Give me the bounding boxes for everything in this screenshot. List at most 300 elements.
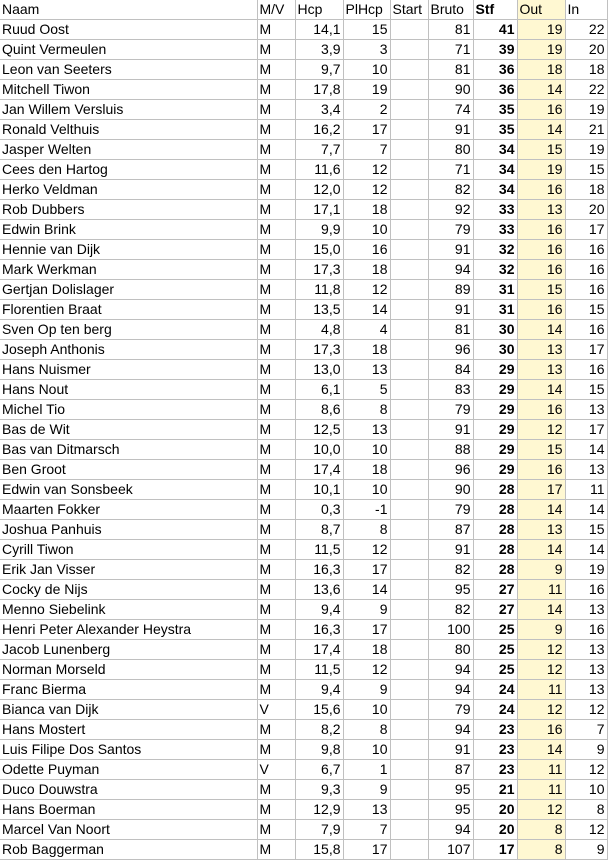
cell-start [390, 480, 428, 500]
cell-in: 10 [565, 780, 607, 800]
cell-hcp: 11,5 [295, 660, 343, 680]
cell-start [390, 20, 428, 40]
cell-out: 13 [517, 340, 565, 360]
cell-out: 14 [517, 600, 565, 620]
cell-hcp: 9,7 [295, 60, 343, 80]
cell-mv: M [257, 540, 295, 560]
cell-mv: M [257, 200, 295, 220]
cell-start [390, 680, 428, 700]
cell-out: 19 [517, 40, 565, 60]
col-header-stf: Stf [473, 0, 517, 20]
cell-start [390, 360, 428, 380]
table-row [0, 740, 607, 760]
cell-mv: M [257, 600, 295, 620]
cell-out: 14 [517, 80, 565, 100]
cell-stf: 29 [473, 360, 517, 380]
table-row [0, 300, 607, 320]
cell-out: 9 [517, 620, 565, 640]
table-row [0, 840, 607, 860]
cell-stf: 20 [473, 800, 517, 820]
cell-stf: 29 [473, 420, 517, 440]
cell-bruto: 90 [428, 480, 473, 500]
cell-bruto: 91 [428, 300, 473, 320]
cell-mv: M [257, 320, 295, 340]
cell-hcp: 7,7 [295, 140, 343, 160]
cell-naam: Cees den Hartog [0, 160, 257, 180]
cell-stf: 24 [473, 700, 517, 720]
cell-in: 16 [565, 280, 607, 300]
cell-in: 13 [565, 400, 607, 420]
table-row [0, 380, 607, 400]
cell-out: 12 [517, 800, 565, 820]
cell-bruto: 95 [428, 800, 473, 820]
cell-plhcp: 18 [343, 640, 390, 660]
cell-plhcp: 8 [343, 520, 390, 540]
cell-plhcp: 13 [343, 360, 390, 380]
table-row [0, 700, 607, 720]
cell-out: 14 [517, 380, 565, 400]
table-row [0, 240, 607, 260]
cell-hcp: 15,0 [295, 240, 343, 260]
col-header-out: Out [517, 0, 565, 20]
cell-plhcp: 2 [343, 100, 390, 120]
cell-in: 22 [565, 20, 607, 40]
cell-stf: 34 [473, 180, 517, 200]
cell-stf: 33 [473, 200, 517, 220]
cell-bruto: 90 [428, 80, 473, 100]
table-row [0, 200, 607, 220]
cell-out: 12 [517, 660, 565, 680]
cell-start [390, 620, 428, 640]
cell-hcp: 10,0 [295, 440, 343, 460]
cell-mv: M [257, 460, 295, 480]
cell-mv: M [257, 360, 295, 380]
cell-stf: 24 [473, 680, 517, 700]
cell-bruto: 82 [428, 180, 473, 200]
cell-bruto: 94 [428, 260, 473, 280]
cell-stf: 32 [473, 240, 517, 260]
cell-mv: M [257, 500, 295, 520]
table-row [0, 440, 607, 460]
cell-out: 11 [517, 680, 565, 700]
cell-bruto: 92 [428, 200, 473, 220]
cell-bruto: 79 [428, 700, 473, 720]
cell-mv: M [257, 420, 295, 440]
cell-hcp: 13,5 [295, 300, 343, 320]
cell-hcp: 13,6 [295, 580, 343, 600]
cell-mv: M [257, 100, 295, 120]
cell-hcp: 16,2 [295, 120, 343, 140]
cell-in: 13 [565, 600, 607, 620]
cell-plhcp: 12 [343, 540, 390, 560]
cell-mv: M [257, 720, 295, 740]
cell-bruto: 87 [428, 760, 473, 780]
cell-in: 13 [565, 660, 607, 680]
cell-hcp: 9,8 [295, 740, 343, 760]
cell-start [390, 260, 428, 280]
cell-plhcp: 9 [343, 600, 390, 620]
cell-hcp: 8,2 [295, 720, 343, 740]
cell-plhcp: 13 [343, 800, 390, 820]
cell-bruto: 94 [428, 660, 473, 680]
cell-hcp: 9,4 [295, 680, 343, 700]
cell-start [390, 720, 428, 740]
cell-out: 12 [517, 700, 565, 720]
cell-plhcp: 12 [343, 280, 390, 300]
cell-in: 19 [565, 100, 607, 120]
cell-hcp: 0,3 [295, 500, 343, 520]
table-row [0, 340, 607, 360]
cell-hcp: 9,9 [295, 220, 343, 240]
cell-out: 13 [517, 520, 565, 540]
col-header-bruto: Bruto [428, 0, 473, 20]
cell-bruto: 80 [428, 140, 473, 160]
cell-out: 16 [517, 100, 565, 120]
cell-hcp: 8,7 [295, 520, 343, 540]
cell-stf: 35 [473, 100, 517, 120]
cell-stf: 20 [473, 820, 517, 840]
cell-bruto: 89 [428, 280, 473, 300]
cell-start [390, 400, 428, 420]
cell-plhcp: 17 [343, 840, 390, 860]
cell-out: 9 [517, 560, 565, 580]
table-row [0, 420, 607, 440]
table-row [0, 540, 607, 560]
table-row [0, 660, 607, 680]
cell-mv: M [257, 40, 295, 60]
cell-stf: 31 [473, 300, 517, 320]
cell-in: 15 [565, 160, 607, 180]
cell-bruto: 84 [428, 360, 473, 380]
cell-start [390, 140, 428, 160]
table-row [0, 280, 607, 300]
cell-hcp: 17,3 [295, 260, 343, 280]
cell-hcp: 4,8 [295, 320, 343, 340]
cell-naam: Ben Groot [0, 460, 257, 480]
cell-naam: Bas van Ditmarsch [0, 440, 257, 460]
cell-naam: Marcel Van Noort [0, 820, 257, 840]
cell-plhcp: 15 [343, 20, 390, 40]
cell-start [390, 200, 428, 220]
cell-naam: Herko Veldman [0, 180, 257, 200]
cell-stf: 28 [473, 480, 517, 500]
cell-stf: 21 [473, 780, 517, 800]
cell-naam: Rob Baggerman [0, 840, 257, 860]
cell-out: 8 [517, 820, 565, 840]
cell-plhcp: 17 [343, 620, 390, 640]
cell-in: 13 [565, 680, 607, 700]
cell-bruto: 100 [428, 620, 473, 640]
cell-in: 14 [565, 500, 607, 520]
cell-plhcp: 17 [343, 560, 390, 580]
cell-out: 16 [517, 300, 565, 320]
cell-stf: 23 [473, 720, 517, 740]
cell-hcp: 9,4 [295, 600, 343, 620]
table-row [0, 20, 607, 40]
cell-hcp: 10,1 [295, 480, 343, 500]
cell-naam: Joseph Anthonis [0, 340, 257, 360]
cell-hcp: 6,1 [295, 380, 343, 400]
cell-in: 21 [565, 120, 607, 140]
table-row [0, 820, 607, 840]
cell-plhcp: 4 [343, 320, 390, 340]
cell-stf: 32 [473, 260, 517, 280]
cell-start [390, 120, 428, 140]
cell-in: 15 [565, 520, 607, 540]
cell-out: 15 [517, 140, 565, 160]
table-row [0, 220, 607, 240]
table-row [0, 100, 607, 120]
cell-plhcp: 14 [343, 300, 390, 320]
cell-naam: Maarten Fokker [0, 500, 257, 520]
cell-mv: M [257, 440, 295, 460]
cell-stf: 28 [473, 520, 517, 540]
cell-mv: M [257, 660, 295, 680]
cell-hcp: 11,6 [295, 160, 343, 180]
cell-in: 8 [565, 800, 607, 820]
cell-in: 13 [565, 460, 607, 480]
cell-naam: Jasper Welten [0, 140, 257, 160]
cell-naam: Cocky de Nijs [0, 580, 257, 600]
cell-stf: 34 [473, 140, 517, 160]
cell-plhcp: 10 [343, 480, 390, 500]
cell-naam: Gertjan Dolislager [0, 280, 257, 300]
cell-bruto: 91 [428, 420, 473, 440]
cell-plhcp: 9 [343, 680, 390, 700]
cell-naam: Cyrill Tiwon [0, 540, 257, 560]
cell-plhcp: 1 [343, 760, 390, 780]
cell-in: 9 [565, 740, 607, 760]
cell-out: 14 [517, 120, 565, 140]
table-body [0, 20, 607, 860]
cell-plhcp: 18 [343, 460, 390, 480]
cell-plhcp: 10 [343, 60, 390, 80]
cell-out: 12 [517, 640, 565, 660]
cell-stf: 35 [473, 120, 517, 140]
table-row [0, 580, 607, 600]
cell-hcp: 11,5 [295, 540, 343, 560]
cell-stf: 27 [473, 600, 517, 620]
table-row [0, 780, 607, 800]
col-header-start: Start [390, 0, 428, 20]
cell-start [390, 180, 428, 200]
cell-start [390, 560, 428, 580]
cell-out: 16 [517, 240, 565, 260]
cell-stf: 41 [473, 20, 517, 40]
cell-in: 20 [565, 40, 607, 60]
table-row [0, 500, 607, 520]
cell-hcp: 11,8 [295, 280, 343, 300]
cell-in: 17 [565, 420, 607, 440]
cell-naam: Sven Op ten berg [0, 320, 257, 340]
cell-start [390, 280, 428, 300]
cell-bruto: 95 [428, 780, 473, 800]
cell-in: 17 [565, 220, 607, 240]
cell-hcp: 17,1 [295, 200, 343, 220]
cell-mv: M [257, 820, 295, 840]
cell-stf: 23 [473, 760, 517, 780]
cell-start [390, 40, 428, 60]
cell-in: 16 [565, 260, 607, 280]
cell-stf: 28 [473, 540, 517, 560]
cell-start [390, 600, 428, 620]
col-header-in: In [565, 0, 607, 20]
table-row [0, 460, 607, 480]
cell-hcp: 15,8 [295, 840, 343, 860]
cell-out: 13 [517, 200, 565, 220]
cell-bruto: 79 [428, 400, 473, 420]
cell-stf: 27 [473, 580, 517, 600]
cell-in: 14 [565, 440, 607, 460]
cell-mv: M [257, 20, 295, 40]
cell-in: 9 [565, 840, 607, 860]
cell-stf: 29 [473, 400, 517, 420]
cell-naam: Edwin Brink [0, 220, 257, 240]
cell-start [390, 660, 428, 680]
cell-bruto: 94 [428, 680, 473, 700]
cell-in: 16 [565, 620, 607, 640]
cell-naam: Henri Peter Alexander Heystra [0, 620, 257, 640]
cell-bruto: 71 [428, 40, 473, 60]
cell-bruto: 96 [428, 460, 473, 480]
cell-bruto: 82 [428, 560, 473, 580]
table-row [0, 400, 607, 420]
cell-stf: 17 [473, 840, 517, 860]
cell-naam: Menno Siebelink [0, 600, 257, 620]
cell-bruto: 74 [428, 100, 473, 120]
cell-bruto: 91 [428, 740, 473, 760]
cell-start [390, 460, 428, 480]
cell-in: 19 [565, 560, 607, 580]
cell-stf: 30 [473, 320, 517, 340]
cell-in: 7 [565, 720, 607, 740]
cell-naam: Franc Bierma [0, 680, 257, 700]
cell-in: 20 [565, 200, 607, 220]
table-row [0, 600, 607, 620]
table-row [0, 480, 607, 500]
cell-out: 19 [517, 160, 565, 180]
cell-plhcp: 12 [343, 180, 390, 200]
cell-in: 22 [565, 80, 607, 100]
cell-out: 16 [517, 180, 565, 200]
cell-in: 11 [565, 480, 607, 500]
cell-start [390, 500, 428, 520]
cell-naam: Jacob Lunenberg [0, 640, 257, 660]
cell-mv: M [257, 780, 295, 800]
cell-naam: Mitchell Tiwon [0, 80, 257, 100]
cell-in: 12 [565, 820, 607, 840]
table-row [0, 40, 607, 60]
cell-out: 14 [517, 320, 565, 340]
cell-mv: V [257, 760, 295, 780]
cell-hcp: 16,3 [295, 560, 343, 580]
cell-hcp: 17,8 [295, 80, 343, 100]
cell-mv: M [257, 280, 295, 300]
cell-in: 16 [565, 240, 607, 260]
cell-start [390, 60, 428, 80]
cell-naam: Bianca van Dijk [0, 700, 257, 720]
cell-in: 12 [565, 760, 607, 780]
cell-out: 14 [517, 740, 565, 760]
cell-hcp: 17,4 [295, 460, 343, 480]
header-row [0, 0, 607, 20]
cell-start [390, 320, 428, 340]
cell-out: 18 [517, 60, 565, 80]
cell-stf: 28 [473, 560, 517, 580]
cell-plhcp: 10 [343, 740, 390, 760]
cell-out: 13 [517, 360, 565, 380]
cell-plhcp: 8 [343, 720, 390, 740]
cell-bruto: 87 [428, 520, 473, 540]
cell-hcp: 3,4 [295, 100, 343, 120]
cell-start [390, 840, 428, 860]
cell-plhcp: 16 [343, 240, 390, 260]
table-row [0, 160, 607, 180]
cell-bruto: 95 [428, 580, 473, 600]
cell-hcp: 9,3 [295, 780, 343, 800]
cell-hcp: 3,9 [295, 40, 343, 60]
cell-out: 15 [517, 440, 565, 460]
cell-hcp: 8,6 [295, 400, 343, 420]
cell-stf: 23 [473, 740, 517, 760]
cell-in: 19 [565, 140, 607, 160]
cell-in: 13 [565, 640, 607, 660]
cell-start [390, 760, 428, 780]
cell-stf: 25 [473, 660, 517, 680]
cell-naam: Jan Willem Versluis [0, 100, 257, 120]
cell-plhcp: 19 [343, 80, 390, 100]
cell-mv: M [257, 80, 295, 100]
cell-mv: M [257, 180, 295, 200]
table-row [0, 60, 607, 80]
cell-plhcp: 9 [343, 780, 390, 800]
cell-naam: Quint Vermeulen [0, 40, 257, 60]
table-row [0, 320, 607, 340]
table-row [0, 720, 607, 740]
cell-in: 15 [565, 380, 607, 400]
cell-bruto: 96 [428, 340, 473, 360]
cell-out: 11 [517, 760, 565, 780]
cell-stf: 36 [473, 60, 517, 80]
cell-start [390, 160, 428, 180]
col-header-naam: Naam [0, 0, 257, 20]
cell-start [390, 780, 428, 800]
table-row [0, 360, 607, 380]
cell-mv: M [257, 380, 295, 400]
cell-out: 11 [517, 780, 565, 800]
cell-mv: M [257, 300, 295, 320]
cell-out: 16 [517, 460, 565, 480]
table-row [0, 760, 607, 780]
cell-in: 16 [565, 360, 607, 380]
cell-mv: M [257, 240, 295, 260]
cell-mv: M [257, 560, 295, 580]
cell-naam: Hans Nuismer [0, 360, 257, 380]
cell-hcp: 13,0 [295, 360, 343, 380]
cell-hcp: 12,5 [295, 420, 343, 440]
table-row [0, 120, 607, 140]
cell-plhcp: 10 [343, 700, 390, 720]
cell-out: 19 [517, 20, 565, 40]
cell-bruto: 80 [428, 640, 473, 660]
cell-bruto: 81 [428, 20, 473, 40]
cell-in: 18 [565, 60, 607, 80]
cell-hcp: 17,3 [295, 340, 343, 360]
cell-start [390, 640, 428, 660]
cell-out: 12 [517, 420, 565, 440]
cell-naam: Ronald Velthuis [0, 120, 257, 140]
cell-naam: Luis Filipe Dos Santos [0, 740, 257, 760]
